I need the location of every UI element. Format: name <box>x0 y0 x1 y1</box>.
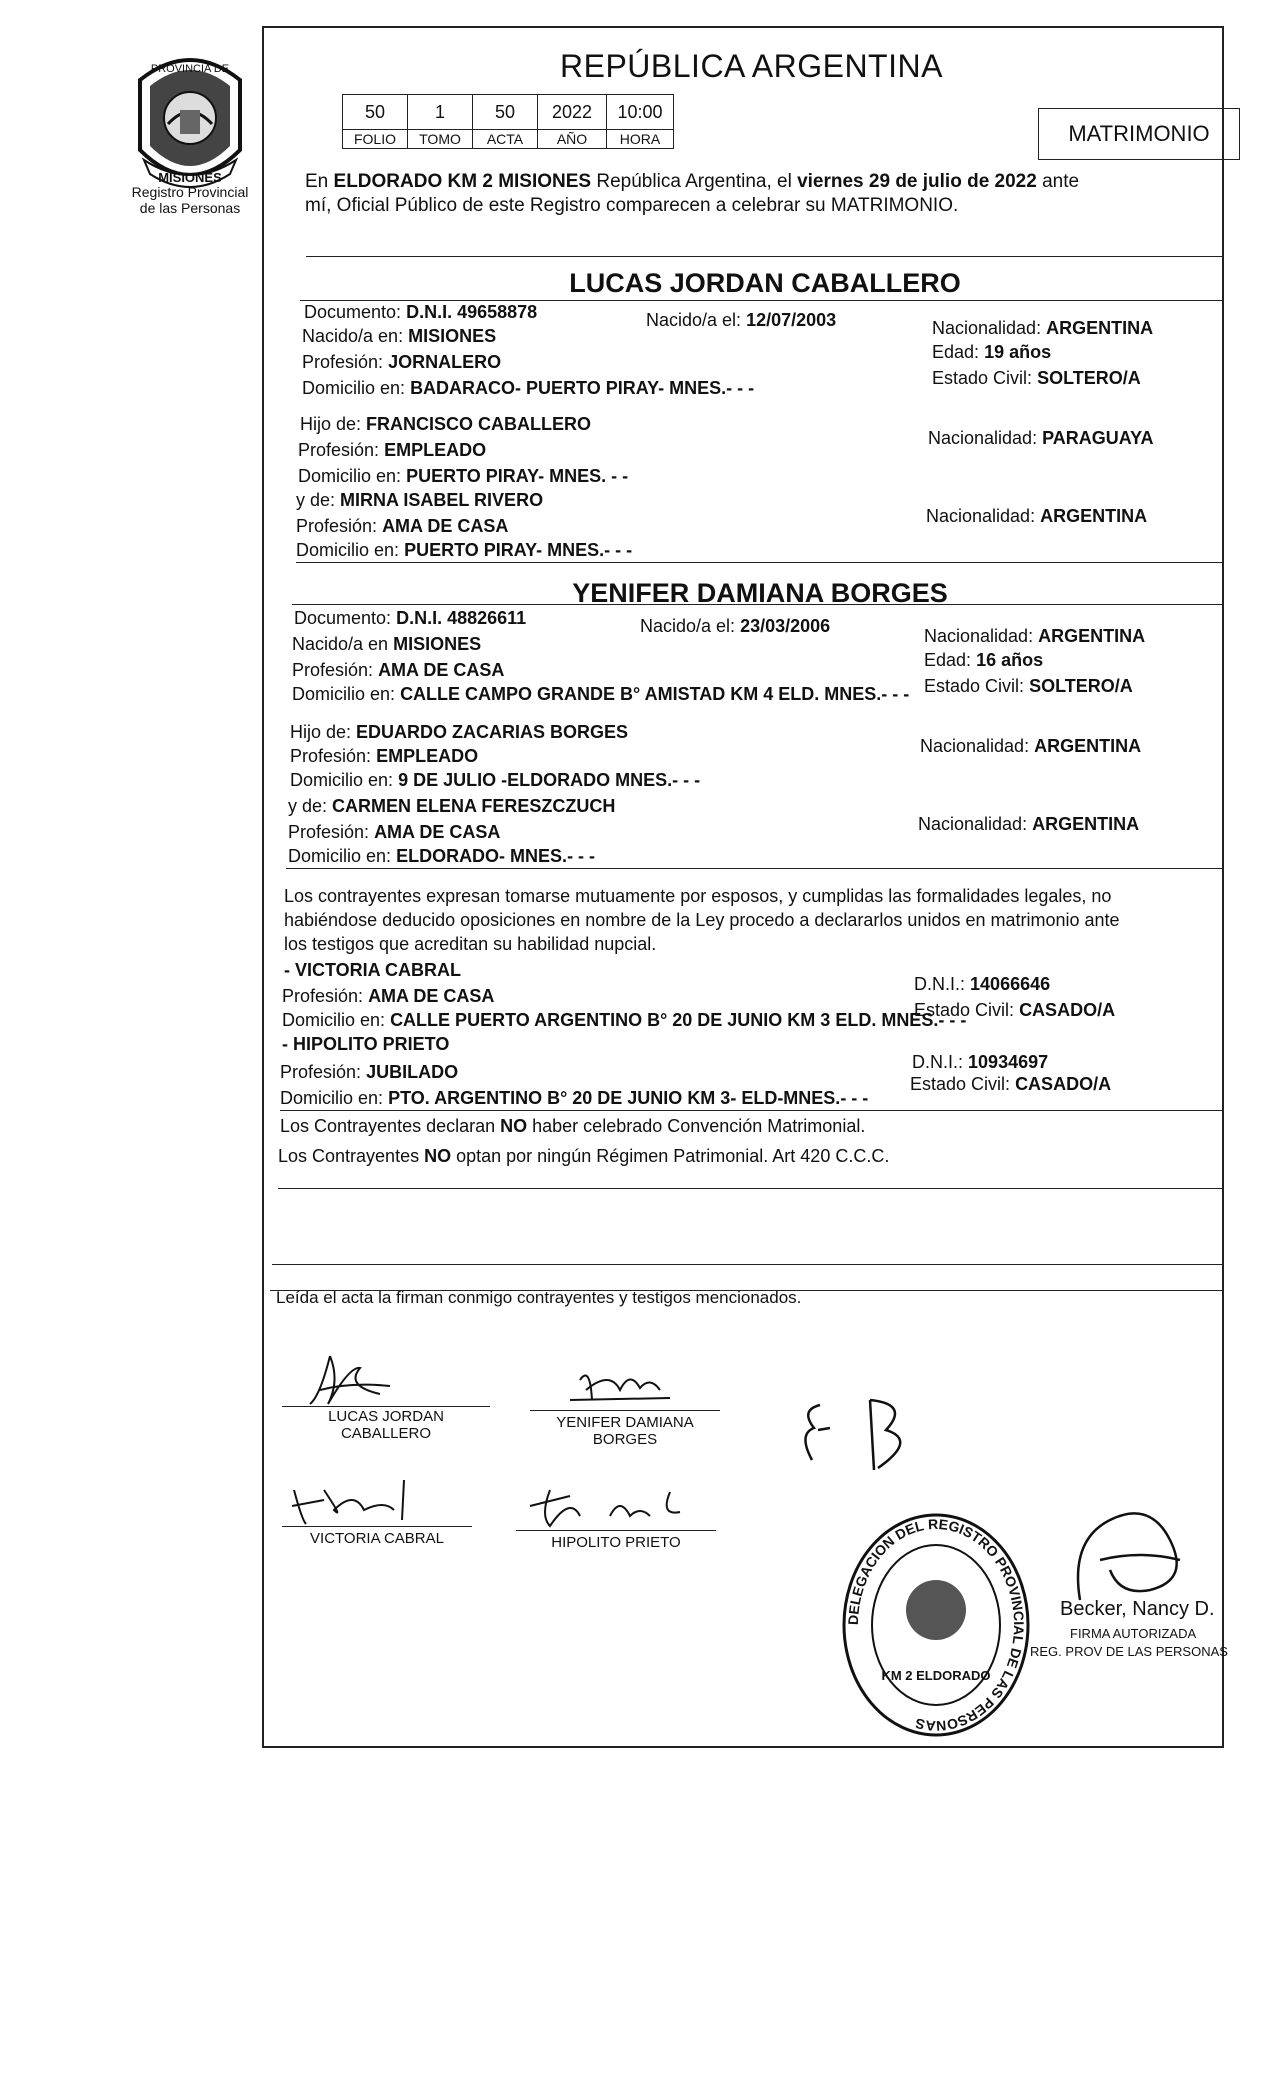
bride-mother-address: Domicilio en: ELDORADO- MNES.- - - <box>288 846 596 866</box>
official-title: FIRMA AUTORIZADA <box>1070 1626 1197 1641</box>
groom-nationality: Nacionalidad: ARGENTINA <box>932 318 1154 338</box>
witness2-name: - HIPOLITO PRIETO <box>282 1034 450 1054</box>
witness1-name: - VICTORIA CABRAL <box>284 960 461 980</box>
witness1-profession: Profesión: AMA DE CASA <box>282 986 495 1006</box>
bride-civil-status: Estado Civil: SOLTERO/A <box>924 676 1133 696</box>
witness1-signature <box>284 1470 434 1530</box>
bride-father-address: Domicilio en: 9 DE JULIO -ELDORADO MNES.- - - <box>290 770 701 790</box>
divider <box>272 1264 1224 1265</box>
closing-statement: Leída el acta la firman conmigo contrayentes y testigos mencionados. <box>276 1288 802 1307</box>
bride-address: Domicilio en: CALLE CAMPO GRANDE B° AMISTAD KM 4 ELD. MNES.- - - <box>292 684 910 704</box>
svg-text:KM 2 ELDORADO: KM 2 ELDORADO <box>881 1668 991 1683</box>
bride-signature <box>560 1360 680 1410</box>
witness2-civil-status: Estado Civil: CASADO/A <box>910 1074 1112 1094</box>
logo-caption <box>100 184 280 216</box>
official-name: Becker, Nancy D. <box>1060 1598 1215 1620</box>
hora-label: HORA <box>607 130 674 149</box>
groom-father-profession: Profesión: EMPLEADO <box>298 440 487 460</box>
official-stamp <box>836 1510 1036 1740</box>
signature-line <box>282 1406 490 1407</box>
tomo-value: 1 <box>408 95 473 130</box>
declaration-paragraph <box>284 884 1244 956</box>
regime-note: Los Contrayentes NO optan por ningún Régimen Patrimonial. Art 420 C.C.C. <box>278 1146 890 1166</box>
intro-paragraph: En ELDORADO KM 2 MISIONES República Argentina, el viernes 29 de julio de 2022 ante mí, Oficial Público de este Registro comparecen a celebrar su MATRIMONIO. <box>305 170 1265 218</box>
official-signature <box>1060 1500 1210 1610</box>
witness1-address: Domicilio en: CALLE PUERTO ARGENTINO B° 20 DE JUNIO KM 3 ELD. MNES.- - - <box>282 1010 967 1030</box>
record-type-box: MATRIMONIO <box>1038 108 1240 160</box>
bride-father-nationality: Nacionalidad: ARGENTINA <box>920 736 1142 756</box>
groom-profession: Profesión: JORNALERO <box>302 352 502 372</box>
groom-mother-profession: Profesión: AMA DE CASA <box>296 516 509 536</box>
groom-birthplace: Nacido/a en: MISIONES <box>302 326 497 346</box>
declaration-line: habiéndose deducido oposiciones en nombre de la Ley procedo a declararlos unidos en matrimonio ante <box>284 910 1120 930</box>
acta-value: 50 <box>473 95 538 130</box>
groom-signature-label: LUCAS JORDAN CABALLERO <box>328 1408 444 1442</box>
bride-father-profession: Profesión: EMPLEADO <box>290 746 479 766</box>
svg-text:PROVINCIA DE: PROVINCIA DE <box>150 63 230 75</box>
place: ELDORADO KM 2 MISIONES <box>333 171 592 192</box>
ano-value: 2022 <box>538 95 607 130</box>
bride-document: Documento: D.N.I. 48826611 <box>294 608 527 628</box>
groom-mother-nationality: Nacionalidad: ARGENTINA <box>926 506 1148 526</box>
divider <box>278 1188 1224 1189</box>
folio-value: 50 <box>343 95 408 130</box>
svg-text:DELEGACION DEL REGISTRO PROVIN: DELEGACION DEL REGISTRO PROVINCIAL DE LAS PERSONAS <box>844 1515 1028 1735</box>
groom-father: Hijo de: FRANCISCO CABALLERO <box>300 414 592 434</box>
tomo-label: TOMO <box>408 130 473 149</box>
groom-mother: y de: MIRNA ISABEL RIVERO <box>296 490 544 510</box>
declaration-line: Los contrayentes expresan tomarse mutuamente por esposos, y cumplidas las formalidades legales, no <box>284 886 1112 906</box>
groom-name: LUCAS JORDAN CABALLERO <box>569 268 961 298</box>
official-office: REG. PROV DE LAS PERSONAS <box>1030 1644 1228 1659</box>
ano-label: AÑO <box>538 130 607 149</box>
divider <box>300 300 1224 301</box>
divider <box>296 562 1224 563</box>
groom-mother-address: Domicilio en: PUERTO PIRAY- MNES.- - - <box>296 540 633 560</box>
declaration-line: los testigos que acreditan su habilidad nupcial. <box>284 934 657 954</box>
ceremony-date: viernes 29 de julio de 2022 <box>797 171 1037 192</box>
groom-civil-status: Estado Civil: SOLTERO/A <box>932 368 1141 388</box>
divider <box>286 868 1224 869</box>
witness1-dni: D.N.I.: 14066646 <box>914 974 1051 994</box>
record-number-table <box>342 94 674 149</box>
bride-mother-nationality: Nacionalidad: ARGENTINA <box>918 814 1140 834</box>
divider <box>306 256 1224 257</box>
signature-line <box>530 1410 720 1411</box>
witness1-signature-label: VICTORIA CABRAL <box>310 1530 444 1547</box>
witness2-profession: Profesión: JUBILADO <box>280 1062 459 1082</box>
bride-birthdate: Nacido/a el: 23/03/2006 <box>640 616 831 636</box>
country-title: REPÚBLICA ARGENTINA <box>560 48 943 84</box>
bride-birthplace: Nacido/a en MISIONES <box>292 634 482 654</box>
divider <box>280 1110 1224 1111</box>
groom-birthdate: Nacido/a el: 12/07/2003 <box>646 310 837 330</box>
groom-address: Domicilio en: BADARACO- PUERTO PIRAY- MNES.- - - <box>302 378 755 398</box>
bride-father: Hijo de: EDUARDO ZACARIAS BORGES <box>290 722 629 742</box>
bride-profession: Profesión: AMA DE CASA <box>292 660 505 680</box>
caption-line: de las Personas <box>139 200 241 216</box>
witness2-address: Domicilio en: PTO. ARGENTINO B° 20 DE JUNIO KM 3- ELD-MNES.- - - <box>280 1088 869 1108</box>
folio-label: FOLIO <box>343 130 408 149</box>
convention-note: Los Contrayentes declaran NO haber celebrado Convención Matrimonial. <box>280 1116 866 1136</box>
groom-father-nationality: Nacionalidad: PARAGUAYA <box>928 428 1154 448</box>
groom-father-address: Domicilio en: PUERTO PIRAY- MNES. - - <box>298 466 629 486</box>
signature-line <box>282 1526 472 1527</box>
bride-mother: y de: CARMEN ELENA FERESZCZUCH <box>288 796 616 816</box>
witness1-civil-status: Estado Civil: CASADO/A <box>914 1000 1116 1020</box>
groom-age: Edad: 19 años <box>932 342 1052 362</box>
witness2-signature-label: HIPOLITO PRIETO <box>551 1534 681 1551</box>
initials-mark <box>790 1390 930 1480</box>
bride-signature-label: YENIFER DAMIANA BORGES <box>556 1414 694 1448</box>
bride-name: YENIFER DAMIANA BORGES <box>572 578 948 608</box>
bride-age: Edad: 16 años <box>924 650 1044 670</box>
witness2-signature <box>520 1476 690 1536</box>
svg-text:MISIONES: MISIONES <box>158 170 222 185</box>
misiones-seal-logo <box>120 40 260 200</box>
caption-line: Registro Provincial <box>131 184 249 200</box>
intro-line2: mí, Oficial Público de este Registro comparecen a celebrar su MATRIMONIO. <box>305 195 959 216</box>
witness2-dni: D.N.I.: 10934697 <box>912 1052 1049 1072</box>
signature-line <box>516 1530 716 1531</box>
bride-nationality: Nacionalidad: ARGENTINA <box>924 626 1146 646</box>
acta-label: ACTA <box>473 130 538 149</box>
bride-mother-profession: Profesión: AMA DE CASA <box>288 822 501 842</box>
hora-value: 10:00 <box>607 95 674 130</box>
groom-document: Documento: D.N.I. 49658878 <box>304 302 538 322</box>
